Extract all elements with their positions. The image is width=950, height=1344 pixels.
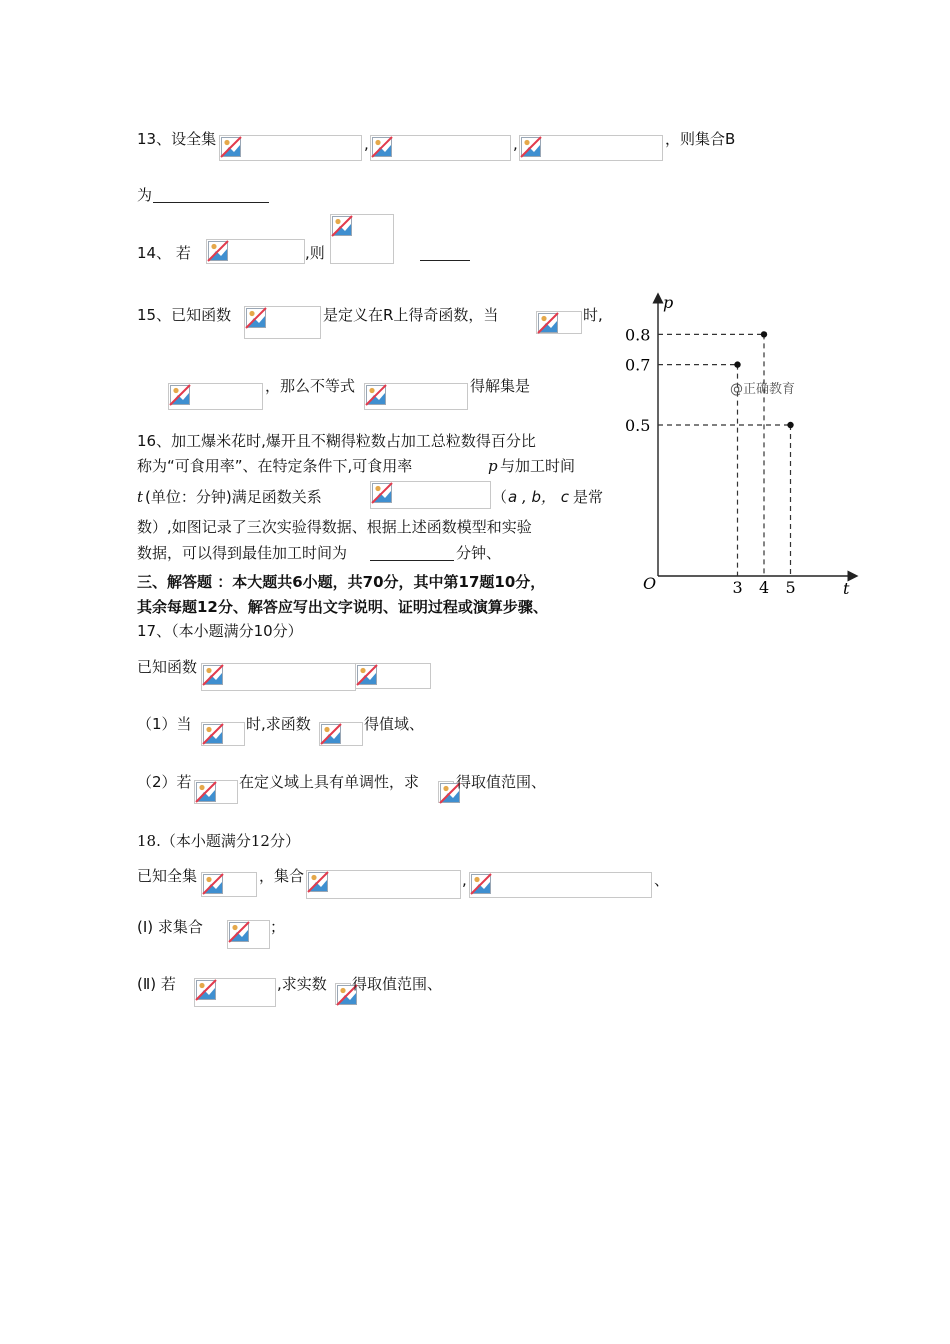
- q16-line1: 16、加工爆米花时,爆开且不糊得粒数占加工总粒数得百分比: [137, 432, 536, 450]
- answer-blank: [420, 260, 470, 261]
- q16-chart: [615, 290, 860, 600]
- y-axis-label: p: [663, 293, 674, 312]
- section3-line2: 其余每题12分、解答应写出文字说明、证明过程或演算步骤、: [137, 598, 548, 616]
- broken-image: [168, 383, 263, 410]
- q13-comma-1: ,: [364, 135, 369, 153]
- q18-p2-b: ,求实数: [277, 975, 327, 993]
- broken-image: [227, 920, 270, 949]
- x-axis-label: t: [843, 579, 850, 598]
- q17-p2-a: （2）若: [137, 773, 192, 791]
- q16-line2-a: 称为“可食用率”、在特定条件下,可食用率: [137, 457, 413, 475]
- data-point: [734, 361, 740, 367]
- q17-p2-b: 在定义域上具有单调性，求: [239, 773, 420, 791]
- broken-image-icon: [307, 871, 329, 893]
- q18-intro-d: 、: [654, 871, 670, 889]
- broken-image-icon: [207, 240, 229, 262]
- broken-image-icon: [169, 384, 191, 406]
- q15-mid: 是定义在R上得奇函数，当: [323, 306, 499, 324]
- broken-image-icon: [320, 723, 342, 745]
- q17-p1-a: （1）当: [137, 715, 192, 733]
- broken-image-icon: [195, 781, 217, 803]
- broken-image: [219, 135, 362, 161]
- y-tick-label: 0.7: [625, 355, 651, 375]
- q18-p2-c: 得取值范围、: [352, 975, 443, 993]
- x-tick-label: 4: [759, 578, 770, 597]
- broken-image-icon: [220, 136, 242, 158]
- broken-image: [335, 983, 351, 1005]
- broken-image: [201, 663, 356, 691]
- tick-labels: [625, 325, 796, 597]
- broken-image-icon: [356, 664, 378, 686]
- broken-image-icon: [371, 136, 393, 158]
- broken-image-icon: [365, 384, 387, 406]
- q15-prefix: 15、已知函数: [137, 306, 232, 324]
- q17-intro: 已知函数: [137, 658, 198, 676]
- q14-then: ,则: [305, 244, 325, 262]
- broken-image-icon: [202, 723, 224, 745]
- broken-image-icon: [537, 312, 559, 334]
- broken-image-icon: [228, 921, 250, 943]
- q13-line2: 为: [137, 186, 153, 204]
- q16-var-t: t: [137, 488, 144, 506]
- q18-intro-c: ,: [462, 871, 467, 889]
- q18-intro-a: 已知全集: [137, 867, 198, 885]
- q13-prefix: 13、设全集: [137, 130, 217, 148]
- q18-intro-b: ，集合: [259, 867, 305, 885]
- q17-p1-c: 得值域、: [364, 715, 425, 733]
- broken-image: [244, 306, 321, 339]
- x-tick-label: 5: [785, 578, 796, 597]
- broken-image: [206, 239, 305, 264]
- broken-image: [194, 780, 238, 804]
- watermark: @正确教育: [730, 382, 796, 397]
- broken-image: [469, 872, 652, 898]
- q18-p1-b: ；: [270, 918, 286, 936]
- y-tick-label: 0.8: [625, 325, 651, 345]
- broken-image: [319, 722, 363, 746]
- y-tick-label: 0.5: [625, 416, 651, 435]
- broken-image-icon: [470, 873, 492, 895]
- data-point: [787, 422, 793, 428]
- broken-image: [438, 781, 454, 803]
- q16-var-p: p: [488, 457, 498, 475]
- q15-line2-tail: 得解集是: [470, 377, 531, 395]
- q18-p1-a: (Ⅰ) 求集合: [137, 918, 203, 936]
- broken-image: [519, 135, 663, 161]
- broken-image: [536, 311, 582, 334]
- q16-line2-b: 与加工时间: [500, 457, 576, 475]
- broken-image-icon: [202, 873, 224, 895]
- origin-label: O: [643, 574, 657, 593]
- broken-image: [364, 383, 468, 410]
- q18-p2-a: (Ⅱ) 若: [137, 975, 176, 993]
- q16-line4: 数）,如图记录了三次实验得数据、根据上述函数模型和实验: [137, 518, 532, 536]
- q13-comma-2: ,: [513, 135, 518, 153]
- answer-blank: [370, 560, 454, 561]
- broken-image-icon: [520, 136, 542, 158]
- broken-image-icon: [245, 307, 267, 329]
- broken-image-icon: [202, 664, 224, 686]
- q13-tail: ，则集合B: [665, 130, 736, 148]
- broken-image-icon: [371, 482, 393, 504]
- broken-image: [370, 135, 511, 161]
- q18-title: 18.（本小题满分12分）: [137, 832, 300, 850]
- data-point: [761, 331, 767, 337]
- q15-when: 时,: [583, 306, 603, 324]
- broken-image: [201, 722, 245, 746]
- answer-blank: [153, 202, 269, 203]
- broken-image: [330, 214, 394, 264]
- q16-vars: a , b， c: [508, 488, 570, 506]
- broken-image: [306, 870, 461, 899]
- q16-line5-a: 数据，可以得到最佳加工时间为: [137, 544, 348, 562]
- q16-line5-b: 分钟、: [456, 544, 502, 562]
- broken-image: [355, 663, 431, 689]
- q15-line2-mid: ，那么不等式: [265, 377, 356, 395]
- q17-p1-b: 时,求函数: [246, 715, 311, 733]
- broken-image-icon: [331, 215, 353, 237]
- q17-title: 17、（本小题满分10分）: [137, 622, 303, 640]
- q16-line3-a: (单位：分钟)满足函数关系: [145, 488, 322, 506]
- broken-image: [194, 978, 276, 1007]
- q16-line3-b: （: [492, 488, 508, 506]
- broken-image: [370, 481, 491, 509]
- q14-prefix: 14、 若: [137, 244, 191, 262]
- q16-line3-c: 是常: [573, 488, 604, 506]
- x-tick-label: 3: [732, 578, 743, 597]
- q17-p2-c: 得取值范围、: [456, 773, 547, 791]
- guide-lines: [658, 334, 791, 576]
- broken-image: [201, 872, 257, 897]
- broken-image-icon: [195, 979, 217, 1001]
- section3-line1: 三、解答题 ：本大题共6小题，共70分，其中第17题10分，: [137, 573, 546, 591]
